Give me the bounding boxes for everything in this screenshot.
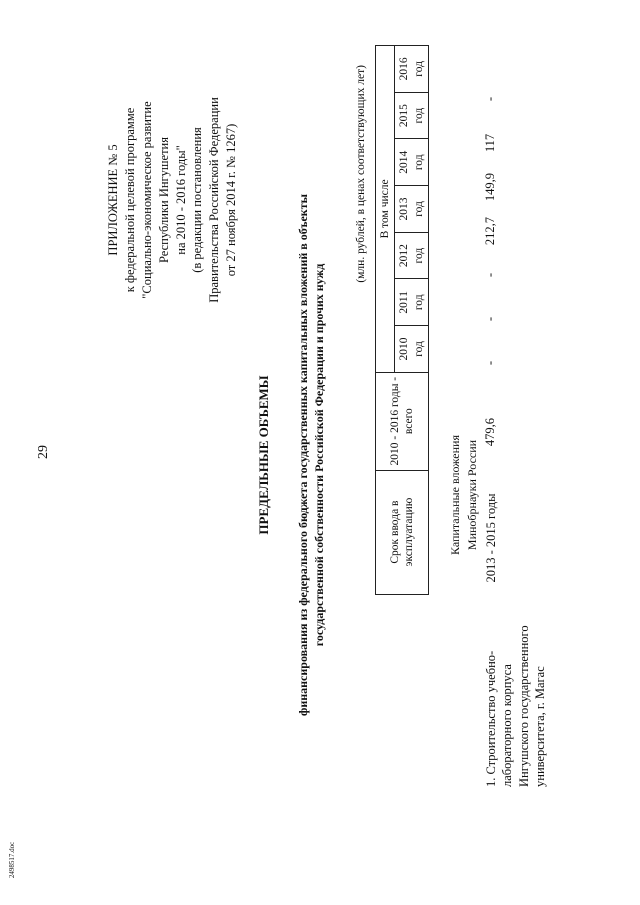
section-line: Капитальные вложения — [448, 435, 462, 555]
year-value: - — [483, 360, 497, 366]
appendix-header — [105, 65, 240, 335]
header-year: 2013 год — [395, 186, 429, 233]
section-line: Минобрнауки России — [464, 439, 479, 551]
page-number: 29 — [36, 445, 51, 459]
file-name: 2498517.doc — [8, 841, 16, 879]
appendix-line: ПРИЛОЖЕНИЕ № 5 — [106, 144, 120, 256]
title-subtitle — [295, 45, 327, 865]
title-main: ПРЕДЕЛЬНЫЕ ОБЪЕМЫ — [256, 375, 271, 535]
document-title — [255, 45, 327, 865]
commissioning-term: 2013 - 2015 годы — [484, 493, 498, 583]
year-value: 212,7 — [483, 216, 497, 246]
header-year: 2011 год — [395, 279, 429, 326]
appendix-line: (в редакции постановления — [190, 127, 205, 273]
appendix-line: от 27 ноября 2014 г. № 1267) — [224, 123, 239, 277]
header-term: Срок ввода в эксплуатацию — [376, 470, 429, 594]
title-sub-line: государственной собственности Российской Федерации и прочих нужд — [311, 263, 326, 647]
appendix-line: Правительства Российской Федерации — [207, 97, 222, 303]
header-year: 2016 год — [395, 46, 429, 93]
appendix-line: "Социально-экономическое развитие — [139, 101, 154, 299]
year-value: - — [483, 272, 497, 278]
year-value: 149,9 — [483, 172, 497, 202]
header-year: 2015 год — [395, 92, 429, 139]
funding-table-header — [375, 45, 429, 787]
year-value: - — [483, 96, 497, 102]
appendix-line: на 2010 - 2016 годы" — [173, 145, 188, 255]
document-sheet — [105, 45, 547, 865]
units-note: (млн. рублей, в ценах соответствующих лет) — [355, 65, 367, 283]
appendix-line: к федеральной целевой программе — [122, 107, 137, 293]
header-year: 2010 год — [395, 326, 429, 373]
blank-cell — [376, 594, 429, 787]
header-including: В том числе — [376, 46, 395, 373]
header-year: 2012 год — [395, 232, 429, 279]
project-name: 1. Строительство учебно-лабораторного корпуса Ингушского государственного университета, г. Магас — [484, 625, 547, 787]
header-total: 2010 - 2016 годы - всего — [376, 372, 429, 470]
total-value: 479,6 — [483, 417, 497, 447]
title-sub-line: финансирования из федерального бюджета государственных капитальных вложений в объекты — [295, 194, 310, 716]
section-label — [447, 345, 481, 645]
year-value: - — [483, 316, 497, 322]
header-year: 2014 год — [395, 139, 429, 186]
appendix-line: Республики Ингушетия — [156, 137, 171, 264]
year-value: 117 — [483, 133, 497, 153]
